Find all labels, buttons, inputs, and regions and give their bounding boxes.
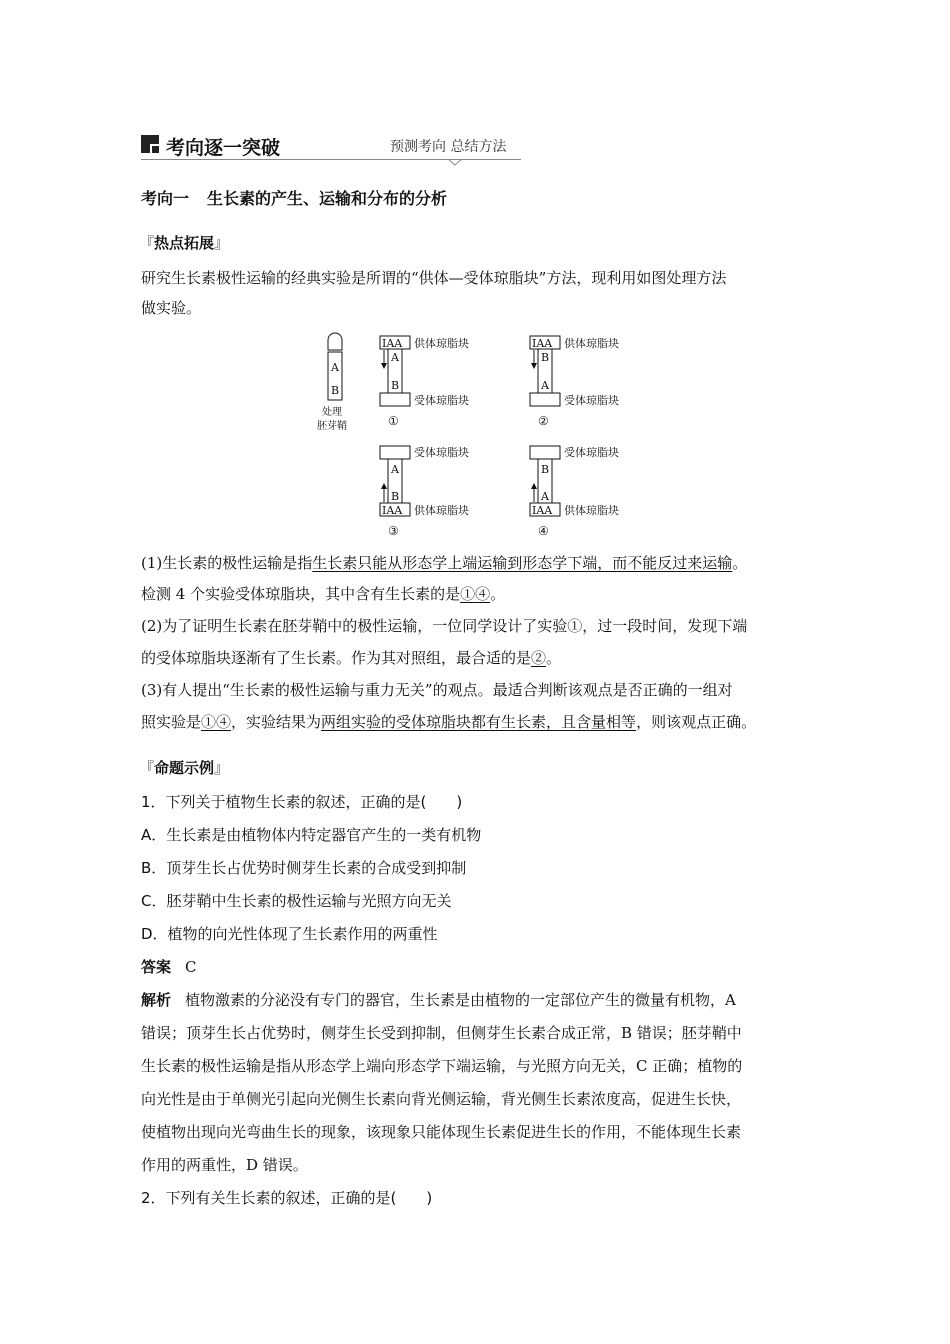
q3-line-1: (3)有人提出“生长素的极性运输与重力无关”的观点。最适合判断该观点是否正确的一组对	[141, 681, 733, 699]
tag-expand: 『热点拓展』	[139, 234, 230, 252]
exp3-arrow-up	[381, 483, 387, 489]
exp3-num: ③	[388, 524, 399, 538]
exp2-num: ②	[538, 414, 549, 428]
exp1-receiver-label: 受体琼脂块	[414, 394, 469, 407]
exp3-donor-label: 供体琼脂块	[414, 504, 469, 517]
mc1-analysis-4: 向光性是由于单侧光引起向光侧生长素向背光侧运输，背光侧生长素浓度高，促进生长快，	[141, 1090, 742, 1108]
mc1-option-d: D．植物的向光性体现了生长素作用的两重性	[141, 925, 438, 943]
mc1-answer	[141, 957, 197, 977]
q3-line-2: 照实验是①④，实验结果为两组实验的受体琼脂块都有生长素，且含量相等，则该观点正确。	[141, 713, 757, 731]
mc1-stem: 1．下列关于植物生长素的叙述，正确的是( )	[141, 793, 463, 811]
answer-label: 答案	[141, 958, 172, 976]
treat-label-2: 胚芽鞘	[317, 421, 347, 432]
exp4-num: ④	[538, 524, 549, 538]
q1-answer-2: ①④	[460, 585, 491, 603]
exp4-seg-a: A	[541, 490, 549, 503]
q2-answer: ②	[531, 649, 547, 667]
intro-line-2: 做实验。	[141, 299, 202, 317]
experiment-figure	[310, 328, 650, 543]
header-subtitle: 预测考向 总结方法	[390, 139, 507, 155]
exp4-receiver-block	[530, 446, 560, 459]
exp2-arrow-down	[531, 363, 537, 369]
q3-answer-1: ①④	[201, 713, 232, 731]
exp3-receiver-label: 受体琼脂块	[414, 446, 469, 459]
mc1-option-a: A．生长素是由植物体内特定器官产生的一类有机物	[141, 826, 482, 844]
mc1-analysis-5: 使植物出现向光弯曲生长的现象，该现象只能体现生长素促进生长的作用，不能体现生长素	[141, 1123, 742, 1141]
section-title	[141, 186, 447, 209]
q1-line-1: (1)生长素的极性运输是指生长素只能从形态学上端运输到形态学下端，而不能反过来运输。	[141, 554, 748, 572]
exp1-arrow-down	[381, 363, 387, 369]
section-number: 考向一	[141, 189, 190, 208]
exp4-donor-label: 供体琼脂块	[564, 504, 619, 517]
exp4-arrow-up	[531, 483, 537, 489]
coleoptile-label-b: B	[331, 384, 340, 397]
exp2-receiver-label: 受体琼脂块	[564, 394, 619, 407]
exp3-receiver-block	[380, 446, 410, 459]
q2-line-1: (2)为了证明生长素在胚芽鞘中的极性运输，一位同学设计了实验①，过一段时间，发现下端	[141, 617, 748, 635]
exp4-receiver-label: 受体琼脂块	[564, 446, 619, 459]
mc2-stem: 2．下列有关生长素的叙述，正确的是( )	[141, 1189, 433, 1207]
exp1-num: ①	[388, 414, 399, 428]
header-icon	[141, 135, 159, 153]
exp2-iaa: IAA	[532, 337, 553, 350]
exp1-donor-label: 供体琼脂块	[414, 337, 469, 350]
exp2-seg-b: B	[541, 351, 550, 364]
exp2-donor-label: 供体琼脂块	[564, 337, 619, 350]
exp2-seg-a: A	[541, 379, 549, 392]
header-notch	[448, 158, 462, 166]
exp2-receiver-block	[530, 393, 560, 406]
q3-answer-2: 两组实验的受体琼脂块都有生长素，且含量相等	[321, 713, 637, 731]
answer-value: C	[185, 958, 197, 976]
q2-line-2: 的受体琼脂块逐渐有了生长素。作为其对照组，最合适的是②。	[141, 649, 562, 667]
coleoptile-tip	[328, 333, 342, 350]
mc1-analysis-6: 作用的两重性，D 错误。	[141, 1156, 308, 1174]
exp1-seg-a: A	[391, 351, 399, 364]
exp3-iaa: IAA	[382, 504, 403, 517]
exp3-seg-a: A	[391, 463, 399, 476]
intro-line-1: 研究生长素极性运输的经典实验是所谓的“供体—受体琼脂块”方法，现利用如图处理方法	[141, 269, 727, 287]
mc1-analysis-2: 错误；顶芽生长占优势时，侧芽生长受到抑制，但侧芽生长素合成正常，B 错误；胚芽鞘中	[141, 1024, 742, 1042]
section-title-text: 生长素的产生、运输和分布的分析	[207, 189, 448, 208]
q1-line-2: 检测 4 个实验受体琼脂块，其中含有生长素的是①④。	[141, 585, 506, 603]
mc1-analysis-3: 生长素的极性运输是指从形态学上端向形态学下端运输，与光照方向无关，C 正确；植物的	[141, 1057, 743, 1075]
mc1-option-b: B．顶芽生长占优势时侧芽生长素的合成受到抑制	[141, 859, 467, 877]
exp1-iaa: IAA	[382, 337, 403, 350]
header-title: 考向逐一突破	[166, 137, 281, 159]
exp3-seg-b: B	[391, 490, 400, 503]
exp1-seg-b: B	[391, 379, 400, 392]
analysis-label: 解析	[141, 991, 172, 1009]
tag-example: 『命题示例』	[139, 759, 230, 777]
q1-answer-1: 生长素只能从形态学上端运输到形态学下端，而不能反过来运输	[312, 554, 733, 572]
exp4-iaa: IAA	[532, 504, 553, 517]
header-rule	[141, 159, 521, 160]
mc1-option-c: C．胚芽鞘中生长素的极性运输与光照方向无关	[141, 892, 452, 910]
exp1-receiver-block	[380, 393, 410, 406]
mc1-analysis-1: 解析 植物激素的分泌没有专门的器官，生长素是由植物的一定部位产生的微量有机物，A	[141, 991, 736, 1009]
treat-label-1: 处理	[322, 407, 342, 418]
coleoptile-label-a: A	[331, 361, 339, 374]
exp4-seg-b: B	[541, 463, 550, 476]
